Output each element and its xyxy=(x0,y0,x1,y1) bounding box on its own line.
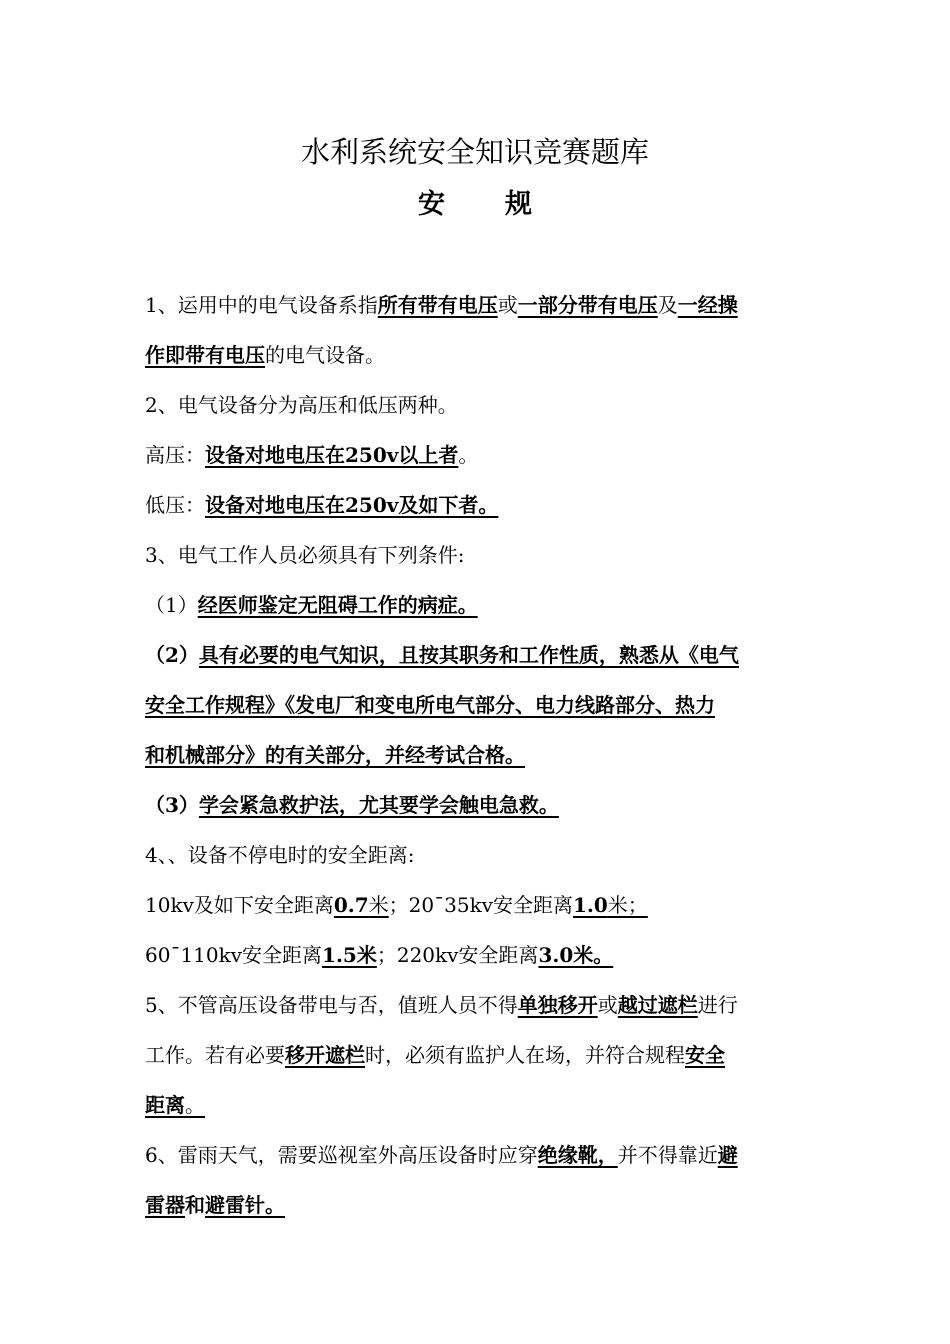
q5-line-2 xyxy=(145,1030,807,1080)
q1-text: 或 xyxy=(497,293,518,317)
q5-text: 时，必须有监护人在场，并符合规程 xyxy=(365,1043,685,1067)
q2-line-1 xyxy=(145,380,807,430)
q1-answer-2: 一部分带有电压 xyxy=(517,293,658,317)
q6-answer-2-cont: 雷器 xyxy=(145,1193,185,1217)
q6-line-2 xyxy=(145,1180,807,1230)
q5-text: 或 xyxy=(597,993,618,1017)
lv-answer: 设备对地电压在250v及如下者。 xyxy=(205,493,499,517)
dist-label-60: 60 xyxy=(145,943,171,967)
document-subtitle: 安规 xyxy=(418,189,592,220)
q3-answer-1: 经医师鉴定无阻碍工作的病症。 xyxy=(197,593,478,617)
q4-line-1 xyxy=(145,830,807,880)
q6-answer-1: 绝缘靴， xyxy=(537,1143,618,1167)
dist-range-mark: ¯ xyxy=(170,943,181,967)
q3-line-1 xyxy=(145,530,807,580)
dist-value-10kv: 0.7 xyxy=(333,893,369,917)
q1-text: 1、运用中的电气设备系指 xyxy=(145,293,378,317)
hv-end: 。 xyxy=(458,443,479,467)
q3-num-3: （3） xyxy=(145,793,199,817)
q5-text: 进行 xyxy=(697,993,738,1017)
dist-value-35kv: 1.0 xyxy=(573,893,608,917)
q1-text: 及 xyxy=(657,293,678,317)
q6-line-1 xyxy=(145,1130,807,1180)
document-body xyxy=(145,280,807,1230)
dist-label-35kv: 35kv安全距离 xyxy=(444,893,573,917)
hv-answer: 设备对地电压在250v以上者 xyxy=(205,443,459,467)
q6-text: 并不得靠近 xyxy=(617,1143,718,1167)
q6-answer-3: 避雷针。 xyxy=(205,1193,285,1217)
q3-condition-2-line-2 xyxy=(145,680,807,730)
document-title: 水利系统安全知识竞赛题库 xyxy=(300,135,649,169)
dist-unit: 米 xyxy=(368,893,389,917)
q3-condition-2-line-3 xyxy=(145,730,807,780)
q5-text: 工作。若有必要 xyxy=(145,1043,285,1067)
q4-text: 4、、设备不停电时的安全距离: xyxy=(145,843,415,867)
q2-high-voltage xyxy=(145,430,807,480)
q6-answer-2: 避 xyxy=(717,1143,738,1167)
q6-text: 6、雷雨天气，需要巡视室外高压设备时应穿 xyxy=(145,1143,538,1167)
q5-text: 5、不管高压设备带电与否，值班人员不得 xyxy=(145,993,518,1017)
q5-answer-2: 越过遮栏 xyxy=(617,993,698,1017)
dist-label-220kv: ；220kv安全距离 xyxy=(376,943,539,967)
q5-line-1 xyxy=(145,980,807,1030)
q3-num-1: （1） xyxy=(145,593,198,617)
q1-answer-3-cont: 作即带有电压 xyxy=(145,343,265,367)
q6-text: 和 xyxy=(185,1193,205,1217)
q3-condition-3 xyxy=(145,780,807,830)
dist-label-10kv: 10kv及如下安全距离 xyxy=(145,893,334,917)
dist-value-110kv: 1.5米 xyxy=(322,943,377,967)
q3-condition-1 xyxy=(145,580,807,630)
q1-line-1 xyxy=(145,280,807,330)
dist-sep: ；20 xyxy=(388,893,435,917)
q5-line-3 xyxy=(145,1080,807,1130)
q4-distance-row-2 xyxy=(145,930,807,980)
q1-answer-3: 一经操 xyxy=(677,293,738,317)
dist-range-mark: ¯ xyxy=(434,893,445,917)
dist-value-220kv: 3.0米。 xyxy=(538,943,614,967)
q5-end: 。 xyxy=(185,1093,205,1117)
q2-text: 2、电气设备分为高压和低压两种。 xyxy=(145,393,458,417)
q1-line-2 xyxy=(145,330,807,380)
q5-answer-3: 移开遮栏 xyxy=(285,1043,365,1067)
hv-label: 高压： xyxy=(145,443,205,467)
q3-answer-2-end: 和机械部分》的有关部分，并经考试合格。 xyxy=(145,743,525,767)
q4-distance-row-1 xyxy=(145,880,807,930)
lv-label: 低压： xyxy=(145,493,205,517)
q5-answer-4: 安全 xyxy=(685,1043,725,1067)
q3-answer-2: 具有必要的电气知识，且按其职务和工作性质，熟悉从《电气 xyxy=(198,643,739,667)
q3-num-2: （2） xyxy=(145,643,199,667)
q3-answer-2-cont: 安全工作规程》《发电厂和变电所电气部分、电力线路部分、热力 xyxy=(145,693,715,717)
q3-text: 3、电气工作人员必须具有下列条件: xyxy=(145,543,465,567)
q5-answer-4-cont: 距离 xyxy=(145,1093,185,1117)
q5-answer-1: 单独移开 xyxy=(517,993,598,1017)
q3-condition-2 xyxy=(145,630,807,680)
q3-answer-3: 学会紧急救护法，尤其要学会触电急救。 xyxy=(198,793,559,817)
dist-label-110kv: 110kv安全距离 xyxy=(180,943,323,967)
q1-answer-1: 所有带有电压 xyxy=(377,293,498,317)
q1-text: 的电气设备。 xyxy=(265,343,385,367)
q2-low-voltage xyxy=(145,480,807,530)
dist-unit: 米； xyxy=(607,893,648,917)
